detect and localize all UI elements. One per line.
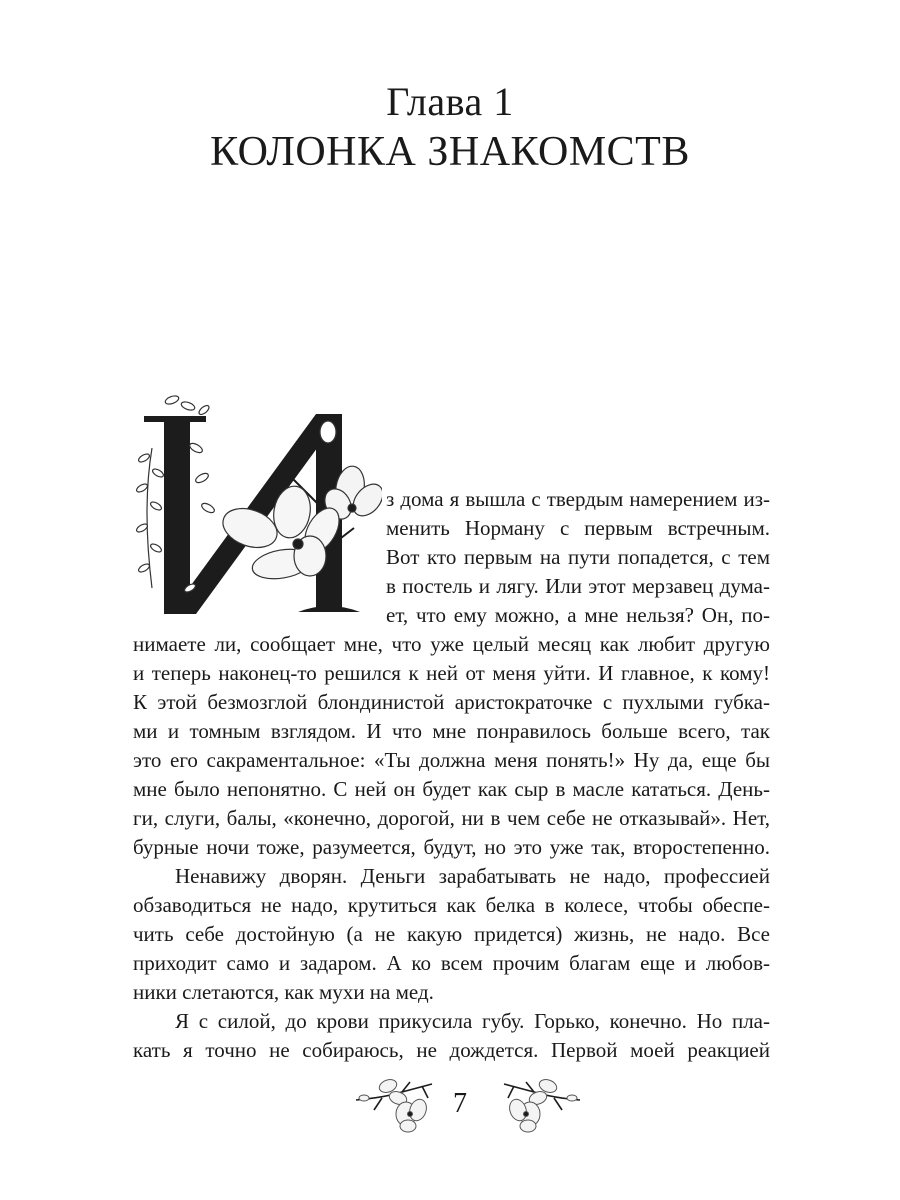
text-line: Я с силой, до крови прикусила губу. Горько, конечно. Но пла- (175, 1009, 770, 1033)
text-line: чить себе достойную (а не какую придется) жизнь, не надо. Все (133, 922, 770, 946)
text-line: и теперь наконец-то решился к ней от меня уйти. И главное, к кому! (133, 661, 770, 685)
text-line: менить Норману с первым встречным. (386, 516, 770, 540)
text-line: Ненавижу дворян. Деньги зарабатывать не надо, профессией (175, 864, 770, 888)
page-number: 7 (453, 1088, 467, 1119)
text-line: з дома я вышла с твердым намерением из- (386, 487, 770, 511)
page-footer (0, 1070, 900, 1140)
text-line: ги, слуги, балы, «конечно, дорогой, ни в чем себе не отказывай». Нет, (133, 806, 770, 830)
text-line: К этой безмозглой блондинистой аристократочке с пухлыми губка- (133, 690, 770, 714)
text-line: это его сакраментальное: «Ты должна меня понять!» Ну да, еще бы (133, 748, 770, 772)
magnolia-branch-left-icon (352, 1070, 442, 1134)
chapter-title: КОЛОНКА ЗНАКОМСТВ (210, 129, 690, 175)
text-line: нимаете ли, сообщает мне, что уже целый месяц как любит другую (133, 632, 770, 656)
text-line: кать я точно не собираюсь, не дождется. Первой моей реакцией (133, 1038, 770, 1062)
text-line: Вот кто первым на пути попадется, с тем (386, 545, 770, 569)
text-line: ет, что ему можно, а мне нельзя? Он, по- (386, 603, 770, 627)
text-line: мне было непонятно. С ней он будет как сыр в масле кататься. День- (133, 777, 770, 801)
magnolia-branch-right-icon (494, 1070, 584, 1134)
floral-letter-i-icon (132, 388, 382, 620)
text-line: в постель и лягу. Или этот мерзавец дума- (386, 574, 770, 598)
text-line: обзаводиться не надо, крутиться как белка в колесе, чтобы обеспе- (133, 893, 770, 917)
text-line: ми и томным взглядом. И что мне понравилось больше всего, так (133, 719, 770, 743)
chapter-number: Глава 1 (386, 79, 514, 124)
text-line: приходит само и задаром. А ко всем прочим благам еще и любов- (133, 951, 770, 975)
text-line: ники слетаются, как мухи на мед. (133, 980, 434, 1004)
text-line: бурные ночи тоже, разумеется, будут, но это уже так, второстепенно. (133, 835, 770, 859)
